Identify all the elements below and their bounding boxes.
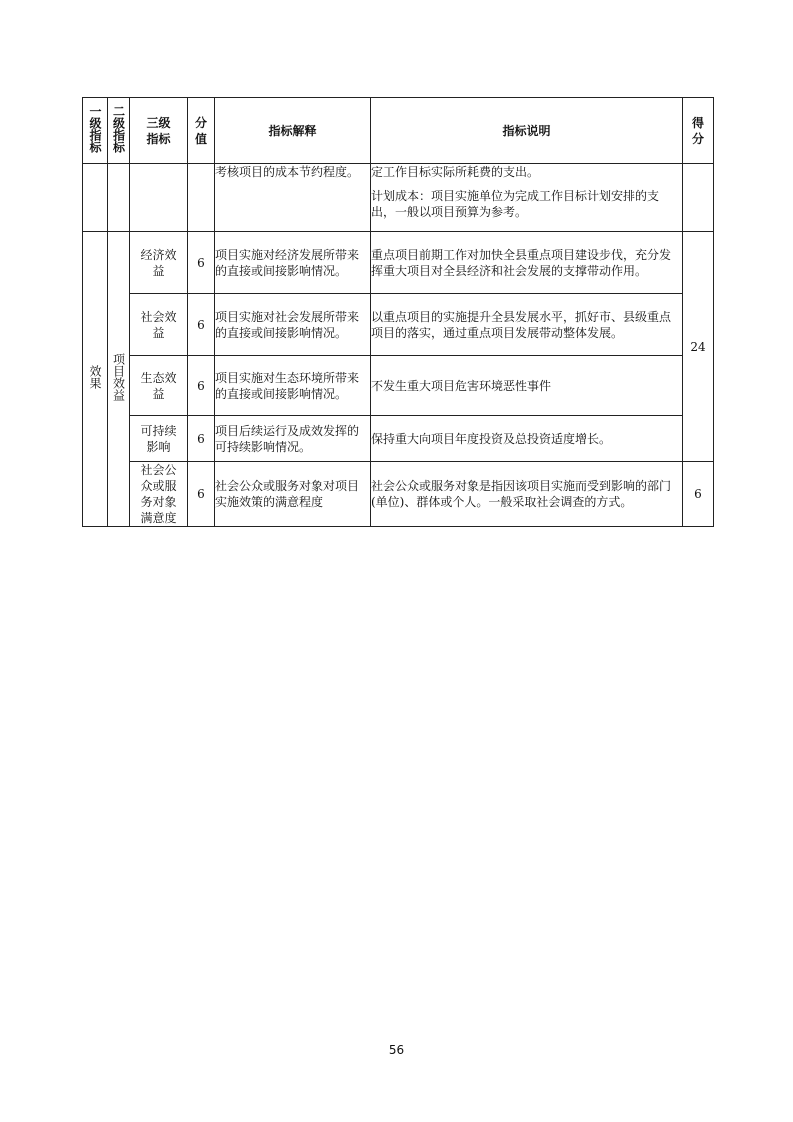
row-name: 经济效益: [130, 232, 188, 294]
row-name: 社会效益: [130, 294, 188, 356]
header-level1: 一级指标: [83, 98, 108, 164]
row-explain: 项目后续运行及成效发挥的可持续影响情况。: [215, 416, 371, 462]
row-desc: 重点项目前期工作对加快全县重点项目建设步伐，充分发挥重大项目对全县经济和社会发展的支撑带动作用。: [371, 232, 683, 294]
page-number: 56: [388, 1043, 405, 1057]
table-row: [83, 462, 714, 527]
row-desc: 保持重大向项目年度投资及总投资适度增长。: [371, 416, 683, 462]
row-explain: 项目实施对生态环境所带来的直接或间接影响情况。: [215, 356, 371, 416]
table-header-row: [83, 98, 714, 164]
row-name: 可持续影响: [130, 416, 188, 462]
continuation-desc-2: 计划成本：项目实施单位为完成工作目标计划安排的支出，一般以项目预算为参考。: [371, 189, 660, 219]
continuation-desc: [371, 164, 683, 232]
header-explain: 指标解释: [215, 98, 371, 164]
row-desc: 不发生重大项目危害环境恶性事件: [371, 356, 683, 416]
continuation-explain: 考核项目的成本节约程度。: [215, 164, 371, 232]
row-explain: 项目实施对社会发展所带来的直接或间接影响情况。: [215, 294, 371, 356]
row-score: 6: [188, 416, 215, 462]
continuation-desc-1: 定工作目标实际所耗费的支出。: [371, 165, 540, 179]
got-benefit: 24: [683, 232, 714, 462]
header-got: 得分: [683, 98, 714, 164]
row-name: 生态效益: [130, 356, 188, 416]
header-level3: 三级指标: [130, 98, 188, 164]
table-row: [83, 232, 714, 294]
row-explain: 社会公众或服务对象对项目实施效策的满意程度: [215, 462, 371, 527]
table-row: [83, 356, 714, 416]
row-score: 6: [188, 462, 215, 527]
table-row: [83, 416, 714, 462]
header-score: 分值: [188, 98, 215, 164]
header-level2: 二级指标: [108, 98, 130, 164]
row-name: 社会公众或服务对象满意度: [130, 462, 188, 527]
row-explain: 项目实施对经济发展所带来的直接或间接影响情况。: [215, 232, 371, 294]
row-score: 6: [188, 232, 215, 294]
row-desc: 以重点项目的实施提升全县发展水平，抓好市、县级重点项目的落实，通过重点项目发展带动整体发展。: [371, 294, 683, 356]
row-score: 6: [188, 356, 215, 416]
level1-effect: 效果: [83, 232, 108, 527]
level2-benefit: 项目效益: [108, 232, 130, 527]
got-satisfaction: 6: [683, 462, 714, 527]
row-desc: 社会公众或服务对象是指因该项目实施而受到影响的部门(单位)、群体或个人。一般采取社会调查的方式。: [371, 462, 683, 527]
row-score: 6: [188, 294, 215, 356]
continuation-row: [83, 164, 714, 232]
table-row: [83, 294, 714, 356]
evaluation-table: [82, 97, 714, 527]
header-desc: 指标说明: [371, 98, 683, 164]
